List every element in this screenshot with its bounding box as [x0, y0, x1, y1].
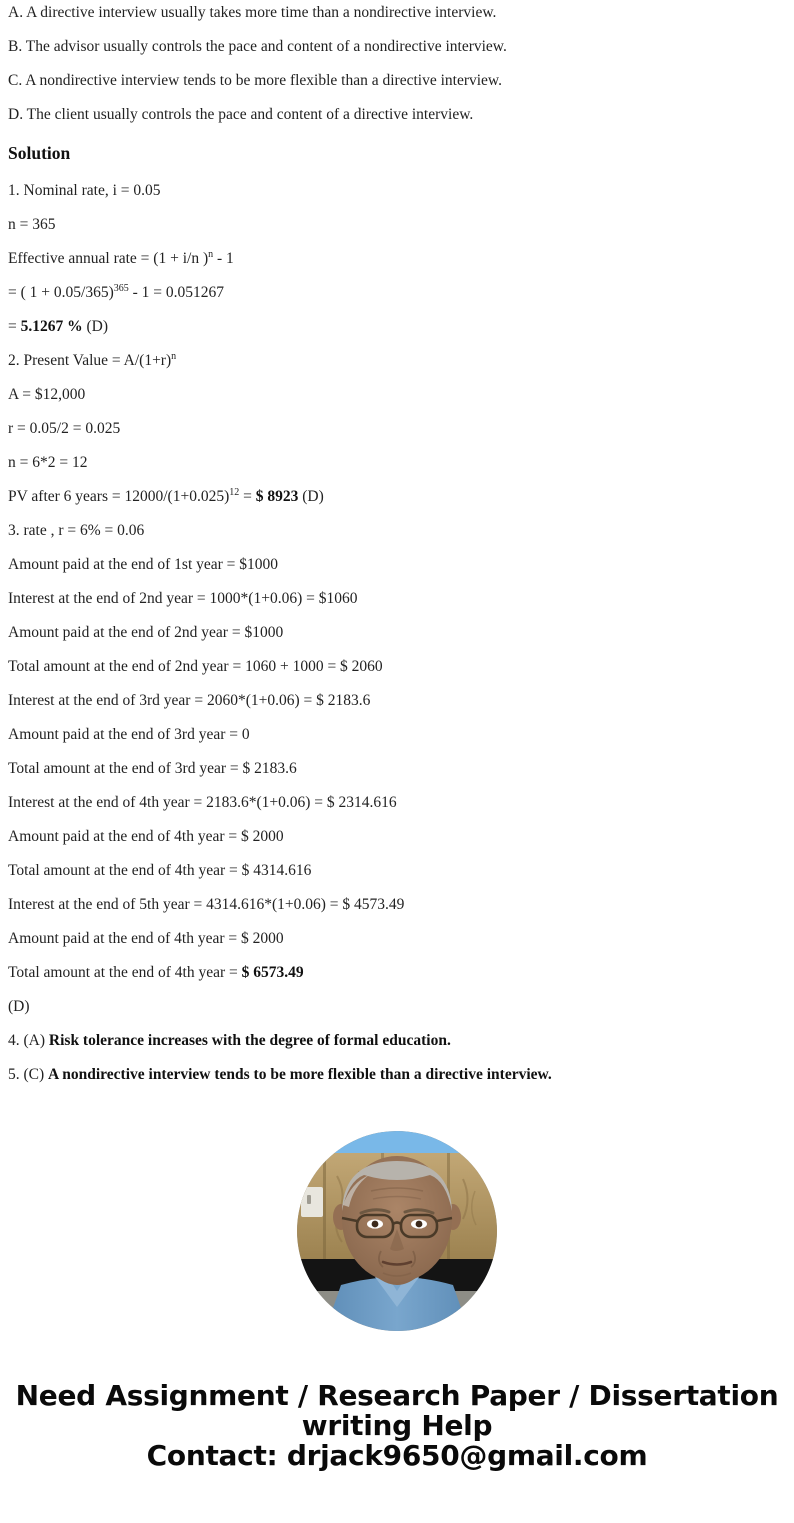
- line-text: - 1 = 0.051267: [128, 284, 225, 301]
- choice-option: A. A directive interview usually takes more time than a nondirective interview.: [8, 4, 497, 21]
- multiple-choice-options: [8, 0, 786, 124]
- solution-line: Interest at the end of 3rd year = 2060*(1+0.06) = $ 2183.6: [8, 692, 371, 709]
- emphasized-answer: A nondirective interview tends to be more flexible than a directive interview.: [48, 1066, 552, 1083]
- solution-line: [8, 317, 786, 336]
- solution-line: [8, 1065, 786, 1084]
- choice-option: B. The advisor usually controls the pace and content of a nondirective interview.: [8, 38, 507, 55]
- line-text: = ( 1 + 0.05/365): [8, 284, 114, 301]
- solution-line: Interest at the end of 2nd year = 1000*(1+0.06) = $1060: [8, 590, 358, 607]
- solution-line: Total amount at the end of 3rd year = $ 2183.6: [8, 760, 297, 777]
- superscript: 365: [113, 282, 129, 294]
- solution-line: Amount paid at the end of 2nd year = $1000: [8, 624, 284, 641]
- line-text: Total amount at the end of 4th year =: [8, 964, 242, 981]
- emphasized-answer: 5.1267 %: [20, 318, 83, 335]
- promo-line: writing Help: [301, 1409, 493, 1442]
- solution-line: Interest at the end of 4th year = 2183.6*(1+0.06) = $ 2314.616: [8, 794, 397, 811]
- solution-line: [8, 249, 786, 268]
- solution-line: [8, 1031, 786, 1050]
- profile-photo-block: [0, 1131, 794, 1331]
- solution-line: [8, 351, 786, 370]
- avatar-portrait-icon: [297, 1131, 497, 1331]
- solution-line: Amount paid at the end of 3rd year = 0: [8, 726, 250, 743]
- solution-line: 3. rate , r = 6% = 0.06: [8, 522, 145, 539]
- solution-line: r = 0.05/2 = 0.025: [8, 420, 121, 437]
- line-text: (D): [82, 318, 109, 335]
- contact-email-line: Contact: drjack9650@gmail.com: [146, 1439, 648, 1472]
- promo-line: Need Assignment / Research Paper / Dissertation: [15, 1379, 779, 1412]
- line-text: (D): [298, 488, 324, 505]
- solution-line: [8, 963, 786, 982]
- solution-line: [8, 487, 786, 506]
- line-text: =: [8, 318, 21, 335]
- solution-body: [8, 178, 786, 1084]
- solution-line: Amount paid at the end of 1st year = $1000: [8, 556, 279, 573]
- solution-line: n = 365: [8, 216, 56, 233]
- solution-line: 1. Nominal rate, i = 0.05: [8, 182, 161, 199]
- line-text: 4. (A): [8, 1032, 49, 1049]
- superscript: n: [171, 350, 177, 362]
- line-text: - 1: [213, 250, 234, 267]
- avatar: [297, 1131, 497, 1331]
- solution-heading: Solution: [8, 143, 71, 163]
- solution-line: Interest at the end of 5th year = 4314.616*(1+0.06) = $ 4573.49: [8, 896, 405, 913]
- line-text: PV after 6 years = 12000/(1+0.025): [8, 488, 230, 505]
- choice-option: D. The client usually controls the pace and content of a directive interview.: [8, 106, 474, 123]
- solution-line: n = 6*2 = 12: [8, 454, 88, 471]
- solution-line: Amount paid at the end of 4th year = $ 2000: [8, 828, 284, 845]
- solution-line: Amount paid at the end of 4th year = $ 2000: [8, 930, 284, 947]
- solution-line: A = $12,000: [8, 386, 86, 403]
- superscript: 12: [229, 486, 240, 498]
- solution-line: [8, 283, 786, 302]
- superscript: n: [208, 248, 214, 260]
- footer-contact: [0, 1381, 794, 1489]
- line-text: 2. Present Value = A/(1+r): [8, 352, 172, 369]
- solution-line: Total amount at the end of 4th year = $ 4314.616: [8, 862, 312, 879]
- solution-line: (D): [8, 998, 30, 1015]
- choice-option: C. A nondirective interview tends to be more flexible than a directive interview.: [8, 72, 502, 89]
- line-text: =: [239, 488, 256, 505]
- solution-line: Total amount at the end of 2nd year = 1060 + 1000 = $ 2060: [8, 658, 383, 675]
- emphasized-answer: $ 6573.49: [241, 964, 304, 981]
- emphasized-answer: $ 8923: [255, 488, 299, 505]
- line-text: 5. (C): [8, 1066, 49, 1083]
- emphasized-answer: Risk tolerance increases with the degree of formal education.: [48, 1032, 451, 1049]
- line-text: Effective annual rate = (1 + i/n ): [8, 250, 209, 267]
